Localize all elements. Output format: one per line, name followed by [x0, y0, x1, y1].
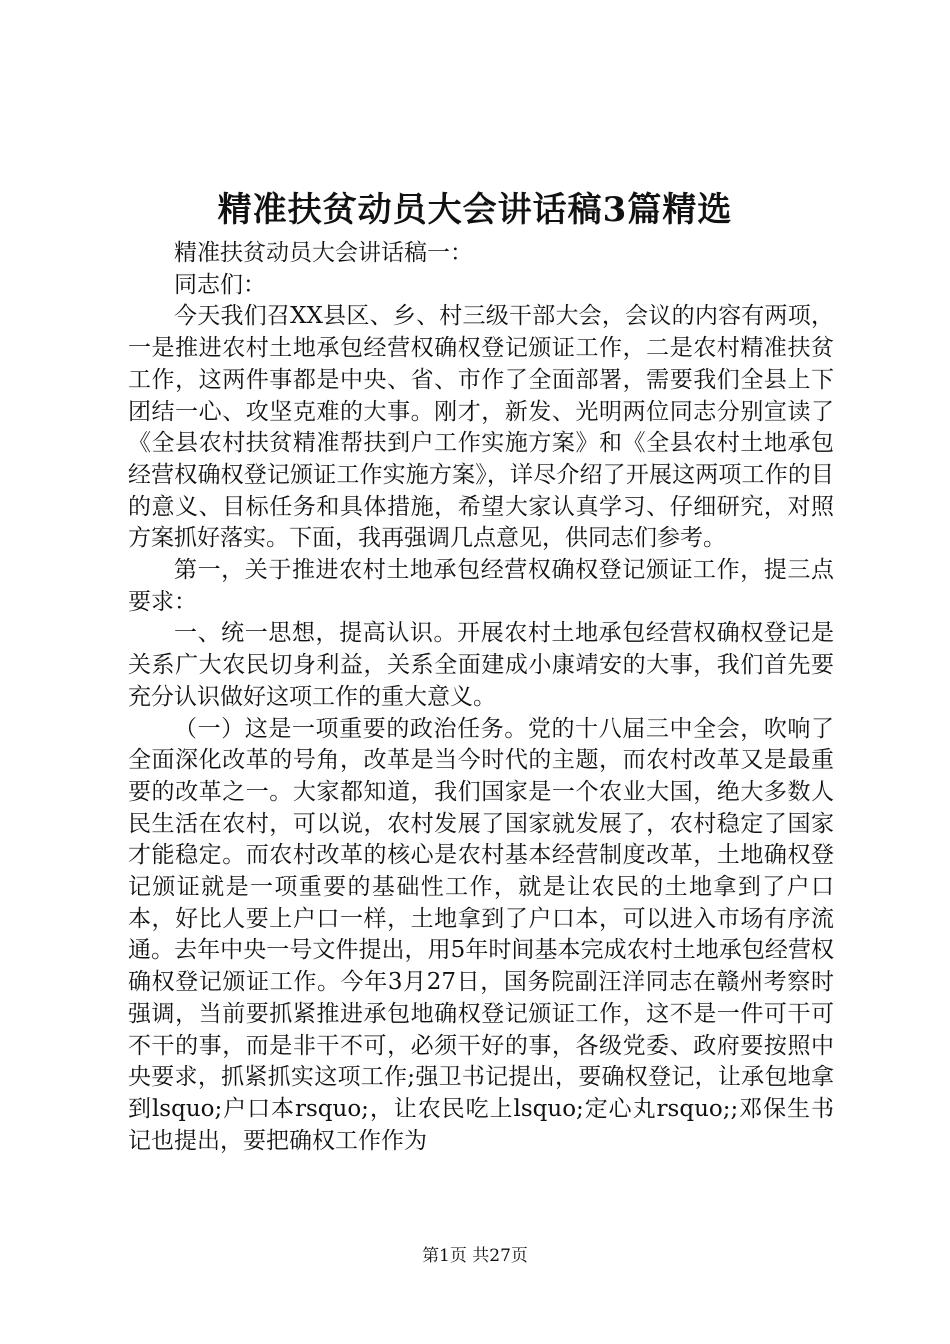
paragraph: 今天我们召XX县区、乡、村三级干部大会，会议的内容有两项，一是推进农村土地承包经营权确权登记颁证工作，二是农村精准扶贫工作，这两件事都是中央、省、市作了全面部署，需要我们全县上下团结一心、攻坚克难的大事。刚才，新发、光明两位同志分别宣读了《全县农村扶贫精准帮扶到户工作实施方案》和《全县农村土地承包经营权确权登记颁证工作实施方案》，详尽介绍了开展这两项工作的目的意义、目标任务和具体措施，希望大家认真学习、仔细研究，对照方案抓好落实。下面，我再强调几点意见，供同志们参考。 — [128, 303, 834, 552]
paragraph-salutation: 同志们： — [174, 271, 266, 298]
paragraph: 一、统一思想，提高认识。开展农村土地承包经营权确权登记是关系广大农民切身利益，关系全面建成小康靖安的大事，我们首先要充分认识做好这项工作的重大意义。 — [128, 620, 834, 710]
document-title: 精准扶贫动员大会讲话稿3篇精选 — [217, 190, 733, 230]
paragraph: （一）这是一项重要的政治任务。党的十八届三中全会，吹响了全面深化改革的号角，改革是当今时代的主题，而农村改革又是最重要的改革之一。大家都知道，我们国家是一个农业大国，绝大多数人民生活在农村，可以说，农村发展了国家就发展了，农村稳定了国家才能稳定。而农村改革的核心是农村基本经营制度改革，土地确权登记颁证就是一项重要的基础性工作，就是让农民的土地拿到了户口本，好比人要上户口一样，土地拿到了户口本，可以进入市场有序流通。去年中央一号文件提出，用5年时间基本完成农村土地承包经营权确权登记颁证工作。今年3月27日，国务院副汪洋同志在赣州考察时强调，当前要抓紧推进承包地确权登记颁证工作，这不是一件可干可不干的事，而是非干不可，必须干好的事，各级党委、政府要按照中央要求，抓紧抓实这项工作;强卫书记提出，要确权登记，让承包地拿到lsquo;户口本rsquo;，让农民吃上lsquo;定心丸rsquo;;邓保生书记也提出，要把确权工作作为 — [128, 715, 834, 1154]
paragraph: 第一，关于推进农村土地承包经营权确权登记颁证工作，提三点要求： — [128, 557, 834, 615]
paragraph-heading: 精准扶贫动员大会讲话稿一： — [174, 240, 473, 266]
page-footer: 第1页 共27页 — [422, 1246, 528, 1266]
document-body — [128, 238, 834, 1157]
